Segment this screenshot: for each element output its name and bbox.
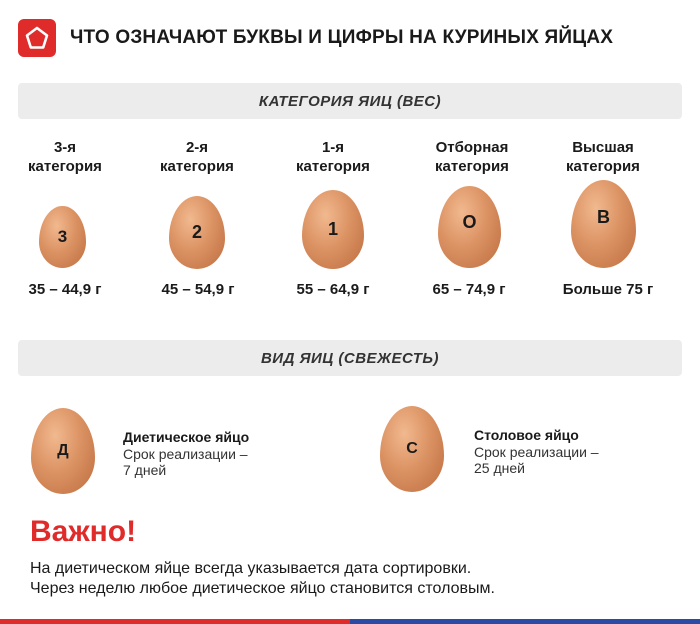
egg-icon: Д [31, 408, 95, 494]
category-label-line: категория [160, 158, 234, 175]
category-label-1 [278, 138, 388, 176]
important-note-line: Через неделю любое диетическое яйцо становится столовым. [30, 580, 495, 597]
weight-range: 55 – 64,9 г [296, 281, 370, 298]
category-label-line: 1-я [321, 139, 345, 156]
weight-range: 45 – 54,9 г [161, 281, 235, 298]
egg-icon: О [438, 186, 501, 268]
table-egg-desc [474, 444, 634, 476]
category-label-line: Отборная [435, 139, 509, 156]
stripe-red [0, 619, 350, 624]
category-label-2 [142, 138, 252, 176]
important-note-line: На диетическом яйце всегда указывается дата сортировки. [30, 560, 472, 577]
header [18, 18, 613, 58]
weight-range: 65 – 74,9 г [432, 281, 506, 298]
page-title: ЧТО ОЗНАЧАЮТ БУКВЫ И ЦИФРЫ НА КУРИНЫХ ЯЙЦАХ [70, 27, 614, 48]
bottom-stripe [0, 619, 700, 624]
dietary-egg-desc [123, 446, 283, 478]
section-freshness-title: ВИД ЯИЦ (СВЕЖЕСТЬ) [18, 340, 682, 376]
desc-line: Срок реализации – [123, 446, 248, 462]
egg-icon: 3 [39, 206, 86, 268]
section-weight-title: КАТЕГОРИЯ ЯИЦ (ВЕС) [18, 83, 682, 119]
category-label-3 [10, 138, 120, 176]
weight-range: Больше 75 г [562, 281, 654, 298]
category-label-line: Высшая [572, 139, 634, 156]
stripe-blue [350, 619, 700, 624]
category-label-line: 3-я [53, 139, 77, 156]
desc-line: Срок реализации – [474, 444, 599, 460]
category-label-line: 2-я [185, 139, 209, 156]
desc-line: 7 дней [123, 462, 167, 478]
category-label-line: категория [435, 158, 509, 175]
egg-icon: 2 [169, 196, 225, 269]
pentagon-logo-icon [18, 19, 56, 57]
category-label-line: категория [296, 158, 370, 175]
category-label-line: категория [566, 158, 640, 175]
important-heading: Важно! [30, 515, 137, 548]
egg-icon: В [571, 180, 636, 268]
category-label-selected [412, 138, 532, 176]
dietary-egg-name: Диетическое яйцо [123, 429, 250, 445]
table-egg-name: Столовое яйцо [474, 427, 579, 443]
desc-line: 25 дней [474, 460, 525, 476]
category-label-highest [548, 138, 658, 176]
egg-icon: С [380, 406, 444, 492]
category-label-line: категория [28, 158, 102, 175]
weight-range: 35 – 44,9 г [28, 281, 102, 298]
egg-icon: 1 [302, 190, 364, 269]
